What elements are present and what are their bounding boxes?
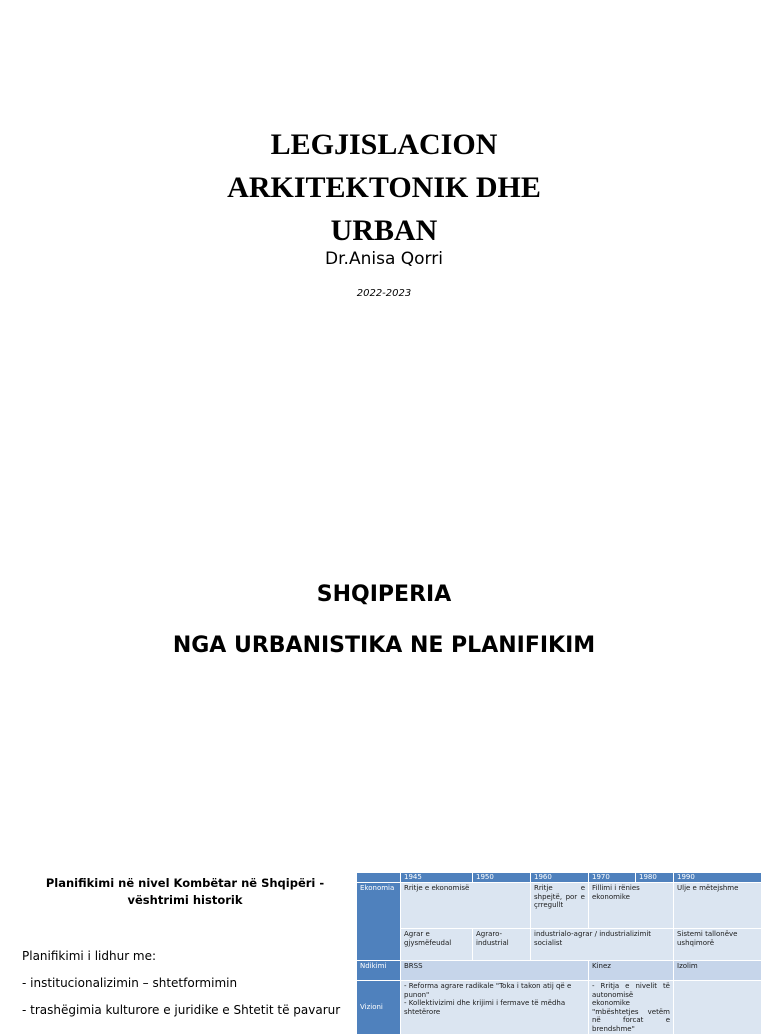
history-bullet-2: - trashëgimia kulturore e juridike e Shtetit të pavarur xyxy=(22,1003,341,1017)
year-corner xyxy=(357,873,401,883)
history-heading: Planifikimi në nivel Kombëtar në Shqipëri - vështrimi historik xyxy=(45,876,325,907)
row-label-ekonomia: Ekonomia xyxy=(357,883,401,961)
year-cell: 1980 xyxy=(636,873,674,883)
title-line-2: ARKITEKTONIK DHE xyxy=(227,171,541,204)
table-cell: Rritje e ekonomisë xyxy=(401,883,531,929)
table-row xyxy=(357,883,762,929)
table-cell: Ulje e mëtejshme xyxy=(674,883,762,929)
table-cell xyxy=(674,981,762,1035)
history-intro: Planifikimi i lidhur me: xyxy=(22,949,157,963)
section-slide xyxy=(0,560,768,830)
table-cell: BRSS xyxy=(401,961,589,981)
table-row xyxy=(357,961,762,981)
table-row xyxy=(357,929,762,961)
table-cell: Izolim xyxy=(674,961,762,981)
year-cell: 1990 xyxy=(674,873,762,883)
section-title-line-1: SHQIPERIA xyxy=(316,582,452,607)
section-title-line-2: NGA URBANISTIKA NE PLANIFIKIM xyxy=(172,633,596,658)
table-cell: Fillimi i rënies ekonomike xyxy=(589,883,674,929)
author-name: Dr.Anisa Qorri xyxy=(325,249,443,269)
academic-years: 2022-2023 xyxy=(356,288,412,299)
title-line-3: URBAN xyxy=(330,214,438,247)
table-cell: - Rritja e nivelit të autonomisë ekonomike "mbështetjes vetëm në forcat e brendshme" xyxy=(589,981,674,1035)
table-cell: Rritje e shpejtë, por e çrregullt xyxy=(531,883,589,929)
table-row xyxy=(357,981,762,1035)
years-row xyxy=(357,873,762,883)
table-cell: Sistemi tallonëve ushqimorë xyxy=(674,929,762,961)
table-cell: Agrar e gjysmëfeudal xyxy=(401,929,473,961)
year-cell: 1945 xyxy=(401,873,473,883)
history-slide xyxy=(0,830,768,1033)
history-table xyxy=(356,872,762,1035)
table-cell: Kinez xyxy=(589,961,674,981)
year-cell: 1970 xyxy=(589,873,636,883)
table-cell: industrialo-agrar / industrializimit socialist xyxy=(531,929,674,961)
history-bullet-1: - institucionalizimin – shtetformimin xyxy=(22,976,238,990)
row-label-vizioni: Vizioni xyxy=(357,981,401,1035)
table-cell: - Reforma agrare radikale "Toka i takon atij që e punon" - Kollektivizimi dhe krijimi i fermave të mëdha shtetërore xyxy=(401,981,589,1035)
row-label-ndikimi: Ndikimi xyxy=(357,961,401,981)
table-cell: Agraro-industrial xyxy=(473,929,531,961)
title-line-1: LEGJISLACION xyxy=(270,128,498,161)
year-cell: 1960 xyxy=(531,873,589,883)
year-cell: 1950 xyxy=(473,873,531,883)
